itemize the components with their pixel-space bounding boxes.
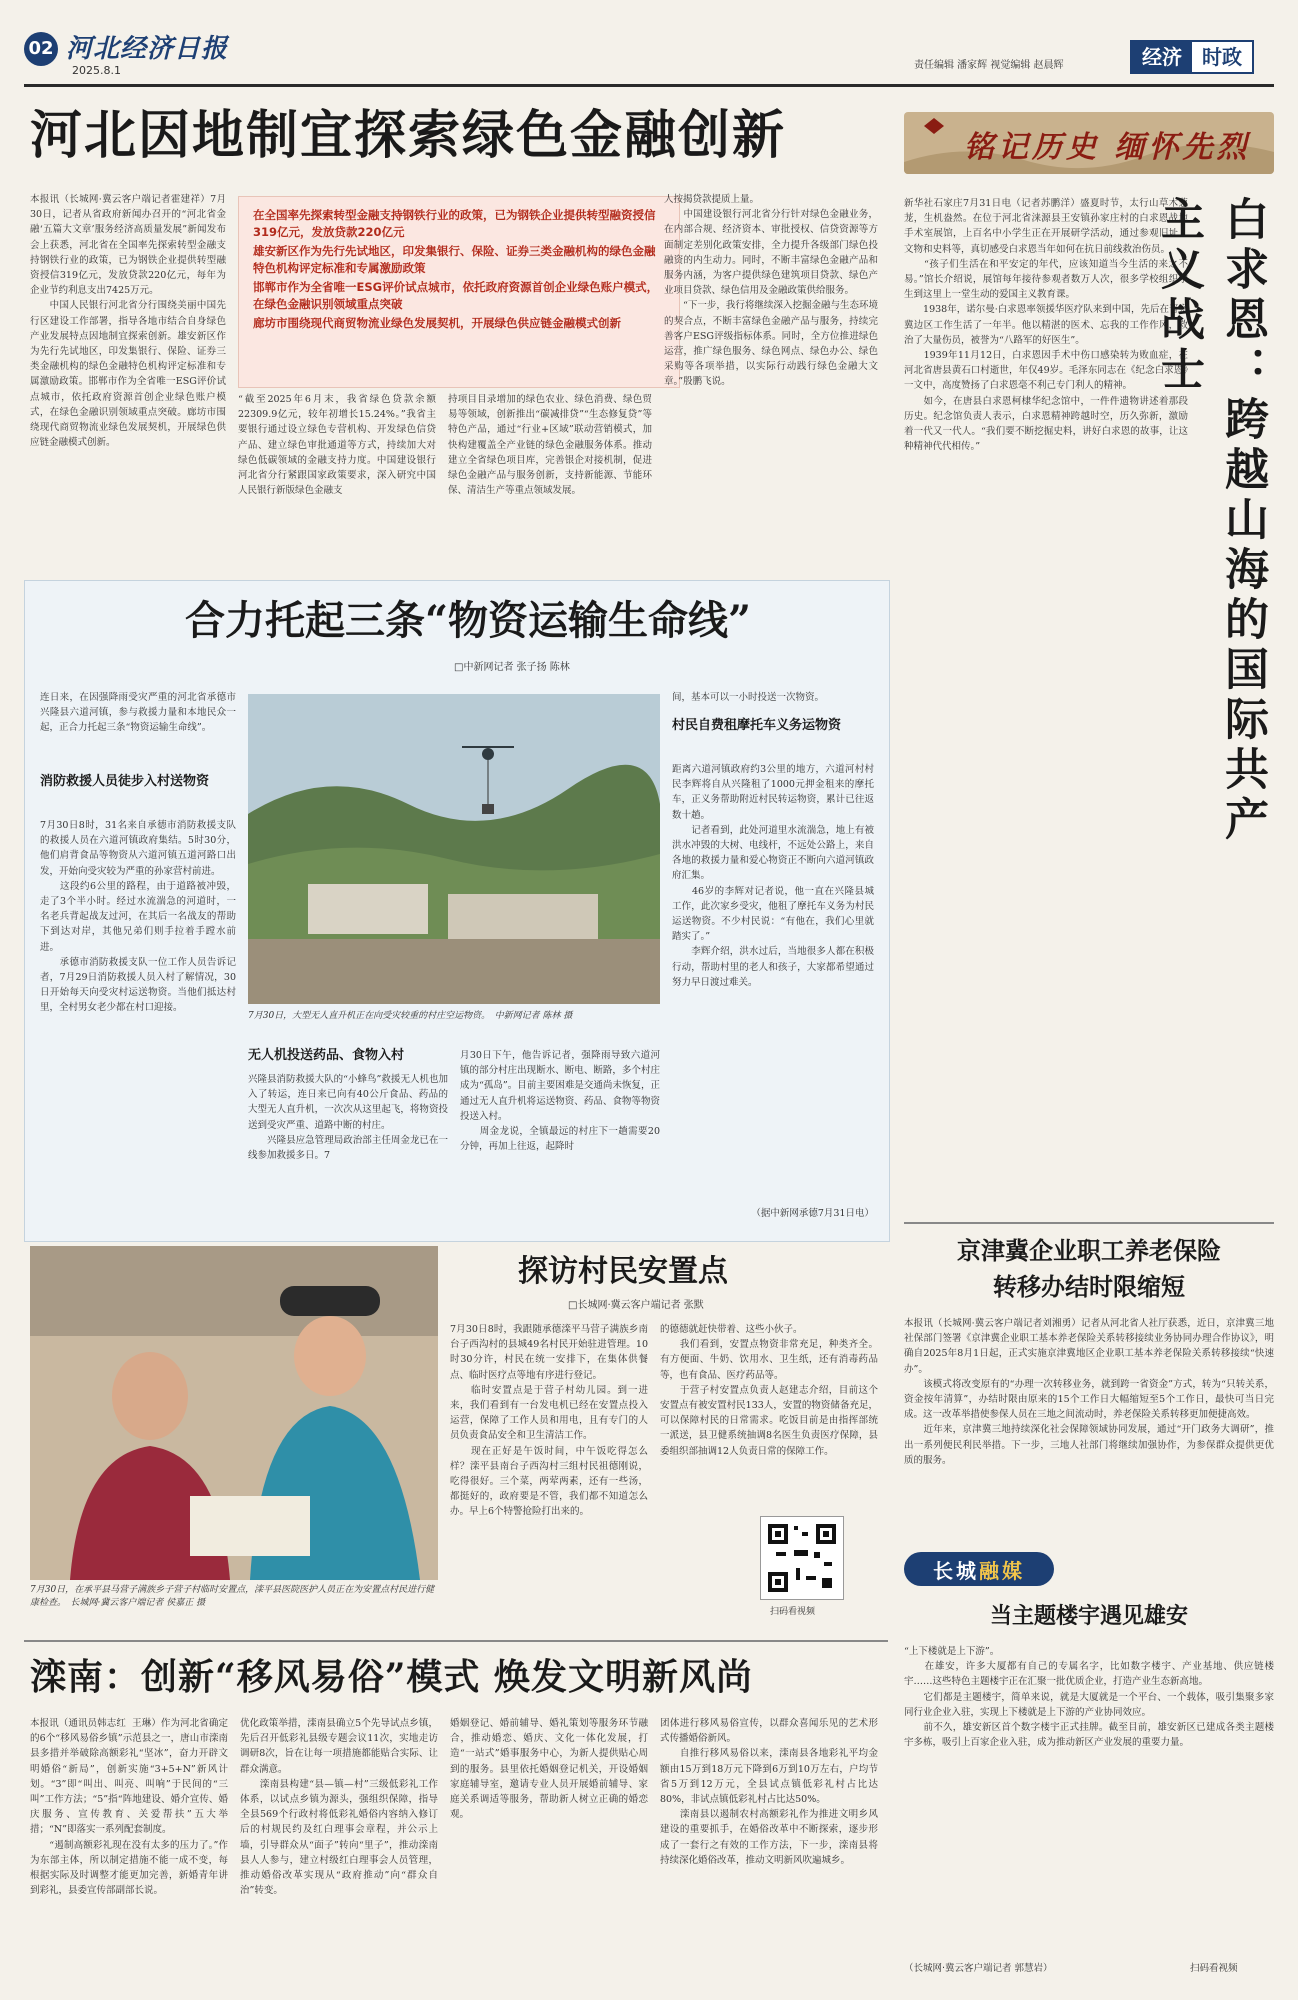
medical-checkup-photo-caption: 7月30日，在承平县马营子满族乡子营子村临时安置点，滦平县医院医护人员正在为安置点村民进行健康检查。 长城网·冀云客户端记者 侯嘉正 摄 bbox=[30, 1585, 435, 1608]
feature-byline: □中新网记者 张子扬 陈林 bbox=[454, 662, 570, 673]
feature-dateline: （据中新网承德7月31日电） bbox=[751, 1208, 874, 1219]
banner-text: 铭记历史 缅怀先烈 bbox=[964, 130, 1251, 165]
feature-headline: 合力托起三条“物资运输生命线” bbox=[184, 597, 751, 644]
section-divider bbox=[24, 1640, 888, 1642]
section-tag-economy: 经济 bbox=[1132, 42, 1192, 72]
feature-column-3: 月30日下午，他告诉记者，强降雨导致六道河镇的部分村庄出现断水、断电、断路，多个村庄成为“孤岛”。目前主要困难是交通尚未恢复，正通过无人直升机将运送物资、药品、食物等物资投送入村。 周金龙说，全镇最远的村庄下一趟需要20分钟，再加上往返，起降时 bbox=[460, 1050, 660, 1153]
section-tag-politics: 时政 bbox=[1192, 42, 1252, 72]
pension-headline-1: 京津冀企业职工养老保险 bbox=[957, 1236, 1221, 1265]
luannan-column-2: 优化政策举措，滦南县确立5个先导试点乡镇，先后召开低彩礼县级专题会议11次，实地走访调研8次，旨在让每一项措施都能贴合实际、让群众满意。 滦南县构建“县—镇—村”三级低彩礼工作体系，以试点乡镇为源头，强组织保障，指导全县569个行政村将低彩礼婚俗内容纳入修订后的村规民约及红白理事会章程，并公示上墙，引导群众从“面子”转向“里子”，推动滦南县人人参与，建立村级红白理事会人员管理，推动婚俗改革实现从“政府推动”向“群众自治”转变。 bbox=[240, 1718, 438, 1897]
column-credit: （长城网·冀云客户端记者 郭慧岩） bbox=[904, 1963, 1053, 1974]
right-divider-1 bbox=[904, 1222, 1274, 1224]
feature-column-1: 7月30日8时，31名来自承德市消防救援支队的救援人员在六道河镇政府集结。5时30分，他们肩背食品等物资从六道河镇五道河路口出发，开始向受灾较为严重的孙家营村前进。 这段约6公里的路程，由于道路被冲毁，走了3个半小时。经过水流湍急的河道时，一名老兵背起战友过河，在其后一名战友的帮助下到达对岸，其他兄弟们则手拉着手蹚水前进。 承德市消防救援支队一位工作人员告诉记者，7月29日消防救援人员入村了解情况，30日开始每天向受灾村运送物资。当他们抵达村里，全村男女老少都在村口迎接。 bbox=[40, 820, 236, 1014]
remember-history-banner bbox=[904, 112, 1274, 174]
visit-column-2-narrow bbox=[660, 1512, 750, 1632]
lead-headline: 河北因地制宜探索绿色金融创新 bbox=[30, 105, 787, 166]
paper-date: 2025.8.1 bbox=[72, 64, 121, 77]
feature-subhead-1: 消防救援人员徒步入村送物资 bbox=[40, 774, 210, 789]
masthead bbox=[24, 26, 1274, 87]
pull-quote-line-1: 在全国率先探索转型金融支持钢铁行业的政策，已为钢铁企业提供转型融资授信319亿元，发放贷款220亿元 bbox=[253, 208, 656, 239]
column-badge-part-2: 融媒 bbox=[979, 1558, 1025, 1583]
column-badge-part-1: 长城 bbox=[933, 1558, 979, 1583]
luannan-column-4: 团体进行移风易俗宣传，以群众喜闻乐见的艺术形式传播婚俗新风。 自推行移风易俗以来，滦南县各地彩礼平均金额由15万到18万元下降到6万到10万左右，户均节省5万到12万元，全县试点镇低彩礼村占比达80%，非试点镇低彩礼村占比达50%。 滦南县以遏制农村高额彩礼作为推进文明乡风建设的重要抓手，在婚俗改革中不断探索，逐步形成了一套行之有效的工作方法，下一步，滦南县将持续深化婚俗改革，推动文明新风吹遍城乡。 bbox=[660, 1718, 878, 1866]
page-number: 02 bbox=[24, 32, 58, 66]
lead-column-4: 人按揭贷款提质上量。 中国建设银行河北省分行针对绿色金融业务，在内部合规、经济资本、审批授权、信贷资源等方面制定差别化政策安排，全力提升各级部门绿色投融资的内生动力。同时，不断丰富绿色金融产品和服务内涵，为客户提供绿色建筑项目贷款、绿色产业项目贷款、绿色信用及金融政策供给服务。 “下一步，我行将继续深入挖掘金融与生态环境的契合点，不断丰富绿色金融产品与服务，持续完善客户ESG评级指标体系。同时，全方位推进绿色运营，推广绿色服务、绿色网点、绿色办公、绿色采购等各项举措，以实际行动践行绿色金融大文章。”殷鹏飞说。 bbox=[664, 194, 878, 388]
luannan-column-3: 婚姻登记、婚前辅导、婚礼策划等服务环节融合，推动婚恋、婚庆、文化一体化发展，打造“一站式”婚事服务中心，为新人提供贴心周到的服务。县里依托婚姻登记机关，开设婚姻家庭辅导室，邀请专业人员开展婚前辅导、家庭关系调适等服务，帮助新人树立正确的婚恋观。 bbox=[450, 1718, 648, 1821]
lead-column-3: 持项目目录增加的绿色农业、绿色消费、绿色贸易等领域，创新推出“碳减排贷”“生态修复贷”等特色产品，通过“行业+区域”联动营销模式，加快构建覆盖全产业链的绿色金融服务体系。推动建立全省绿色项目库，完善银企对接机制，促进绿色金融产品与服务创新，支持新能源、节能环保、清洁生产等重点领域发展。 bbox=[448, 394, 652, 497]
helicopter-photo bbox=[248, 694, 660, 1004]
visit-qr-code[interactable] bbox=[760, 1516, 844, 1600]
paper-name: 河北经济日报 bbox=[66, 34, 229, 64]
feature-column-2: 兴隆县消防救援大队的“小蜂鸟”救援无人机也加入了转运，连日来已向有40公斤食品、药品的大型无人直升机，一次次从这里起飞，将物资投送到受灾严重、道路中断的村庄。 兴隆县应急管理局政治部主任周金龙已在一线参加救援多日。7 bbox=[248, 1074, 448, 1162]
helicopter-photo-illustration bbox=[248, 694, 660, 1004]
visit-column-1: 7月30日8时，我跟随承德滦平马营子满族乡南台子西沟村的县城49名村民开始驻进管理。10时30分许，村民在统一安排下，在集体供餐点、临时医疗点等地有序进行登记。 临时安置点是于营子村幼儿园。到一进来，我们看到有一台发电机已经在安置点投入运营，保障了工作人员和用电，且有专门的人员负责食品安全和卫生清洁工作。 现在正好是午饭时间，中午饭吃得怎么样？滦平县南台子西沟村三组村民祖德刚说，吃得很好。三个菜，两荤两素，还有一些汤，都挺好的，政府要是不管，我们都不知道怎么办。早上6个特警抢险打出来的。 bbox=[450, 1324, 648, 1518]
pension-body: 本报讯（长城网·冀云客户端记者刘湘勇）记者从河北省人社厅获悉，近日，京津冀三地社保部门签署《京津冀企业职工基本养老保险关系转移接续业务协同办理合作协议》，明确自2025年8月1日起，正式实施京津冀地区企业职工基本养老保险关系转移接续“快速办”。 该模式将改变原有的“办理一次转移业务，就到跨一省资金”方式，转为“只转关系，资金按年清算”，办结时限由原来的15个工作日大幅缩短至5个工作日，最快可当日完成。这一改革举措使参保人员在三地之间流动时，养老保险关系转移更加便捷高效。 近年来，京津冀三地持续深化社会保障领域协同发展，通过“开门政务大调研”，推出一系列便民利民举措。下一步，三地人社部门将继续加强协作，为参保群众提供更优质的服务。 bbox=[904, 1318, 1274, 1466]
visit-byline: □长城网·冀云客户端记者 张默 bbox=[568, 1300, 704, 1311]
lead-column-2: “截至2025年6月末，我省绿色贷款余额22309.9亿元，较年初增长15.24%。”我省主要银行通过设立绿色专营机构、开发绿色信贷产品、建立绿色审批通道等方式，持续加大对绿色低碳领域的金融支持力度。中国建设银行河北省分行紧跟国家政策要求，深入研究中国人民银行新版绿色金融支 bbox=[238, 394, 436, 497]
pull-quote-line-2: 雄安新区作为先行先试地区，印发集银行、保险、证券三类金融机构的绿色金融特色机构评定标准和专属激励政策 bbox=[253, 244, 656, 275]
column-headline: 当主题楼宇遇见雄安 bbox=[989, 1603, 1188, 1629]
editors-credit: 责任编辑 潘家辉 视觉编辑 赵晨辉 bbox=[914, 60, 1064, 71]
luannan-headline: 滦南：创新“移风易俗”模式 焕发文明新风尚 bbox=[30, 1656, 753, 1698]
feature-subhead-2: 无人机投送药品、食物入村 bbox=[248, 1048, 405, 1063]
medical-checkup-photo-illustration bbox=[30, 1246, 438, 1580]
column-qr-label: 扫码看视频 bbox=[1190, 1963, 1238, 1974]
medical-checkup-photo bbox=[30, 1246, 438, 1580]
feature-subhead-3: 村民自费租摩托车义务运物资 bbox=[672, 718, 842, 733]
pull-quote-line-4: 廊坊市围绕现代商贸物流业绿色发展契机，开展绿色供应链金融模式创新 bbox=[253, 316, 621, 330]
visit-qr-label: 扫码看视频 bbox=[770, 1607, 816, 1617]
feature-column-4: 距离六道河镇政府约3公里的地方，六道河村村民李辉将自从兴隆租了1000元押金租来的摩托车，正义务帮助附近村民转运物资，累计已往返数十趟。 记者看到，此处河道里水流湍急，地上有被洪水冲毁的大树、电线杆，不远处公路上，来自各地的救援力量和爱心物资正不断向六道河镇政府汇集。 46岁的李辉对记者说，他一直在兴隆县城工作，此次家乡受灾，他租了摩托车义务为村民运送物资。不少村民说：“有他在，我们心里就踏实了。” 李辉介绍，洪水过后，当地很多人都在积极行动，帮助村里的老人和孩子，大家都希望通过努力早日渡过难关。 bbox=[672, 764, 874, 988]
lead-column-1: 本报讯（长城网·冀云客户端记者霍建祥）7月30日，记者从省政府新闻办召开的“河北省金融‘五篇大文章’服务经济高质量发展”新闻发布会上获悉，河北省在全国率先探索转型金融支持钢铁行业的政策，已为钢铁企业提供转型融资授信319亿元，发放贷款220亿元，每年为企业节约利息支出7425万元。 中国人民银行河北省分行围绕美丽中国先行区建设工作部署，指导各地市结合自身绿色产业发展特点因地制宜探索创新。雄安新区作为先行先试地区，印发集银行、保险、证券三类金融机构的绿色金融特色机构评定标准和专属激励政策。邯郸市作为全省唯一ESG评价试点城市，依托政府资源首创企业绿色账户模式，在绿色金融识别领域重点突破。廊坊市围绕现代商贸物流业绿色发展契机，开展绿色供应链金融模式创新。 bbox=[30, 194, 226, 449]
visit-column-2: 的德德就赶快带着、这些小伙子。 我们看到，安置点物资非常充足，种类齐全。有方便面、牛奶、饮用水、卫生纸，还有消毒药品等，也有食品、医疗药品等。 于营子村安置点负责人赵建志介绍，目前这个安置点有被安置村民133人，安置的物资储备充足，可以保障村民的日常需求。吃饭目前是由指挥部统一派送，县卫健系统抽调8名医生负责医疗保障，县委组织部抽调12人负责日常的保障工作。 bbox=[660, 1324, 878, 1457]
qr-code-icon bbox=[766, 1522, 838, 1594]
helicopter-photo-caption: 7月30日，大型无人直升机正在向受灾较重的村庄空运物资。 中新网记者 陈林 摄 bbox=[248, 1011, 573, 1021]
section-tag bbox=[1130, 40, 1254, 74]
column-badge bbox=[904, 1552, 1054, 1586]
pension-headline-2: 转移办结时限缩短 bbox=[993, 1272, 1185, 1301]
lead-pull-quote bbox=[238, 196, 680, 388]
feature-intro: 连日来，在因强降雨受灾严重的河北省承德市兴隆县六道河镇，参与救援力量和本地民众一起，正合力托起三条“物资运输生命线”。 bbox=[40, 692, 236, 734]
bethune-vertical-headline: 白求恩：跨越山海的国际共产主义战士 bbox=[1153, 196, 1268, 846]
bethune-body: 新华社石家庄7月31日电（记者苏鹏洋）盛夏时节，太行山草木葱茏，生机盎然。在位于河北省涞源县王安镇孙家庄村的白求恩战地手术室展馆，上百名中小学生正在开展研学活动，通过参观旧址、文物和史料等，真切感受白求恩当年如何在抗日前线救治伤员。 “孩子们生活在和平安定的年代，应该知道当今生活的来之不易。”馆长介绍说，展馆每年接待参观者数万人次，很多学校组织学生到这里上一堂生动的爱国主义教育课。 1938年，诺尔曼·白求恩率领援华医疗队来到中国，先后在晋察冀边区工作生活了一年半。他以精湛的医术、忘我的工作作风，救治了大量伤员，被誉为“八路军的好医生”。 1939年11月12日，白求恩因手术中伤口感染转为败血症，在河北省唐县黄石口村逝世，年仅49岁。毛泽东同志在《纪念白求恩》一文中，高度赞扬了白求恩毫不利己专门利人的精神。 如今，在唐县白求恩柯棣华纪念馆中，一件件遗物讲述着那段历史。纪念馆负责人表示，白求恩精神跨越时空，历久弥新，激励着一代又一代人。“我们要不断挖掘史料，讲好白求恩的故事，让这种精神代代相传。” bbox=[904, 198, 1188, 453]
visit-headline: 探访村民安置点 bbox=[518, 1254, 728, 1289]
feature-column-4-top: 间，基本可以一小时投送一次物资。 bbox=[672, 692, 825, 703]
column-body: “上下楼就是上下游”。 在雄安，许多大厦都有自己的专属名字，比如数字楼宇、产业基地、供应链楼宇……这些特色主题楼宇正在汇聚一批优质企业，打造产业生态新高地。 它们都是主题楼宇，简单来说，就是大厦就是一个平台、一个载体，吸引集聚多家同行业企业入驻，实现上下楼就是上下游的产业协同效应。 前不久，雄安新区首个数字楼宇正式挂牌。截至目前，雄安新区已建成各类主题楼宇多栋，吸引上百家企业入驻，成为推动新区产业发展的重要力量。 bbox=[904, 1646, 1274, 1749]
pull-quote-line-3: 邯郸市作为全省唯一ESG评价试点城市，依托政府资源首创企业绿色账户模式，在绿色金融识别领域重点突破 bbox=[253, 280, 659, 311]
luannan-column-1: 本报讯（通讯员韩志红 王琳）作为河北省确定的6个“移风易俗乡镇”示范县之一，唐山市滦南县多措并举破除高额彩礼“坚冰”，奋力开辟文明婚俗“新局”，创新实施“3+5+N”新风计划。“3”即“叫出、叫亮、叫响”于民间的“三叫”工作方法；“5”指“阵地建设、婚介宣传、婚庆服务、宣传教育、关爱帮扶”五大举措；“N”即落实一系列配套制度。 “遏制高额彩礼现在没有太多的压力了。”作为东部主体，所以制定措施不能一成不变，每根据实际及时调整才能更加完善，新婚青年讲到彩礼，县委宣传部副部长说。 bbox=[30, 1718, 228, 1897]
